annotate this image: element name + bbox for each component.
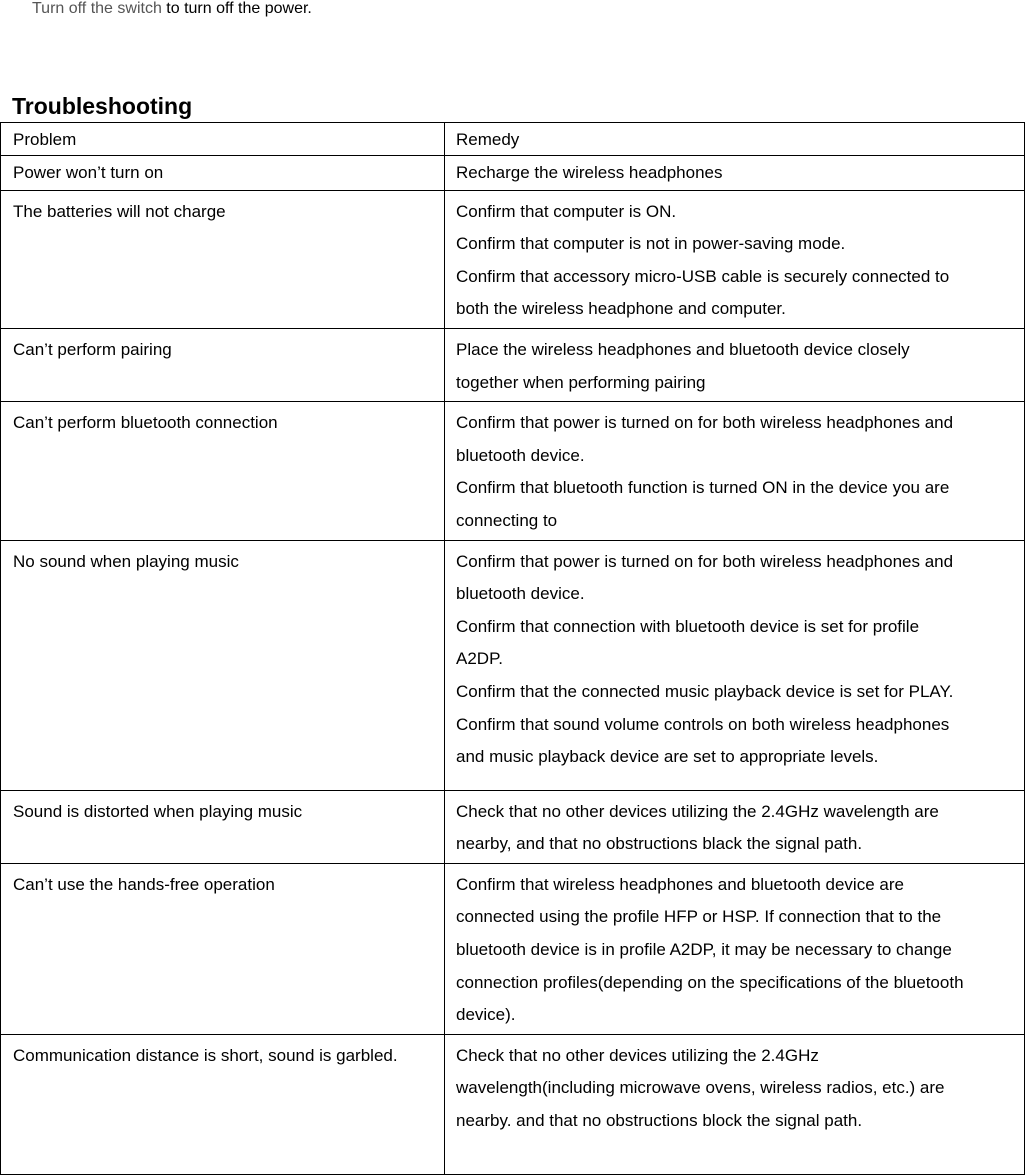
section-heading: Troubleshooting <box>12 93 193 119</box>
remedy-line: wavelength(including microwave ovens, wireless radios, etc.) are <box>456 1078 945 1098</box>
remedy-line: and music playback device are set to appropriate levels. <box>456 747 879 767</box>
remedy-line: Check that no other devices utilizing the 2.4GHz <box>456 1045 819 1065</box>
problem-cell: Communication distance is short, sound is garbled. <box>1 1034 445 1174</box>
table-row <box>1 1034 1025 1174</box>
table-row <box>1 540 1025 790</box>
remedy-line: Confirm that sound volume controls on both wireless headphones <box>456 714 950 734</box>
troubleshooting-table <box>0 122 1025 1175</box>
table-row <box>1 190 1025 328</box>
table-row <box>1 156 1025 191</box>
problem-cell: No sound when playing music <box>1 540 445 790</box>
remedy-cell <box>445 540 1025 790</box>
remedy-line: Place the wireless headphones and bluetooth device closely <box>456 339 910 359</box>
remedy-line: connected using the profile HFP or HSP. If connection that to the <box>456 907 942 927</box>
remedy-cell <box>445 328 1025 401</box>
problem-cell: Power won’t turn on <box>1 156 445 191</box>
remedy-line: device). <box>456 1005 516 1025</box>
header-remedy: Remedy <box>445 123 1025 156</box>
problem-cell: Sound is distorted when playing music <box>1 790 445 863</box>
remedy-line: Confirm that wireless headphones and bluetooth device are <box>456 874 904 894</box>
table-row <box>1 863 1025 1034</box>
remedy-line: bluetooth device. <box>456 445 585 465</box>
remedy-line: nearby, and that no obstructions black the signal path. <box>456 834 863 854</box>
problem-cell: Can’t use the hands-free operation <box>1 863 445 1034</box>
remedy-line: both the wireless headphone and computer. <box>456 299 786 319</box>
table-row <box>1 328 1025 401</box>
intro-text-part2: to turn off the power. <box>161 0 312 17</box>
remedy-line: connecting to <box>456 510 558 530</box>
remedy-line: Confirm that power is turned on for both wireless headphones and <box>456 551 954 571</box>
remedy-cell <box>445 402 1025 540</box>
remedy-line: Confirm that power is turned on for both wireless headphones and <box>456 413 954 433</box>
problem-cell: Can’t perform bluetooth connection <box>1 402 445 540</box>
intro-text <box>32 0 312 20</box>
remedy-line: Confirm that bluetooth function is turned ON in the device you are <box>456 478 950 498</box>
remedy-line: Confirm that computer is not in power-saving mode. <box>456 234 846 254</box>
table-row <box>1 790 1025 863</box>
problem-cell: The batteries will not charge <box>1 190 445 328</box>
remedy-cell <box>445 1034 1025 1174</box>
intro-text-part1: Turn off the switch <box>32 0 162 17</box>
table-row <box>1 402 1025 540</box>
remedy-line: bluetooth device is in profile A2DP, it may be necessary to change <box>456 940 952 960</box>
header-problem: Problem <box>1 123 445 156</box>
remedy-line: Confirm that accessory micro-USB cable is securely connected to <box>456 266 950 286</box>
remedy-line: nearby. and that no obstructions block the signal path. <box>456 1111 863 1131</box>
remedy-line: connection profiles(depending on the specifications of the bluetooth <box>456 972 964 992</box>
remedy-line: Confirm that connection with bluetooth device is set for profile <box>456 616 920 636</box>
remedy-line: together when performing pairing <box>456 372 706 392</box>
remedy-line: Confirm that computer is ON. <box>456 201 677 221</box>
remedy-cell <box>445 863 1025 1034</box>
remedy-line: A2DP. <box>456 649 503 669</box>
remedy-cell <box>445 790 1025 863</box>
remedy-line: bluetooth device. <box>456 584 585 604</box>
remedy-line: Check that no other devices utilizing the 2.4GHz wavelength are <box>456 801 939 821</box>
remedy-line: Confirm that the connected music playback device is set for PLAY. <box>456 681 954 701</box>
remedy-line: Recharge the wireless headphones <box>456 163 723 182</box>
remedy-cell <box>445 156 1025 191</box>
remedy-cell <box>445 190 1025 328</box>
table-header-row <box>1 123 1025 156</box>
problem-cell: Can’t perform pairing <box>1 328 445 401</box>
